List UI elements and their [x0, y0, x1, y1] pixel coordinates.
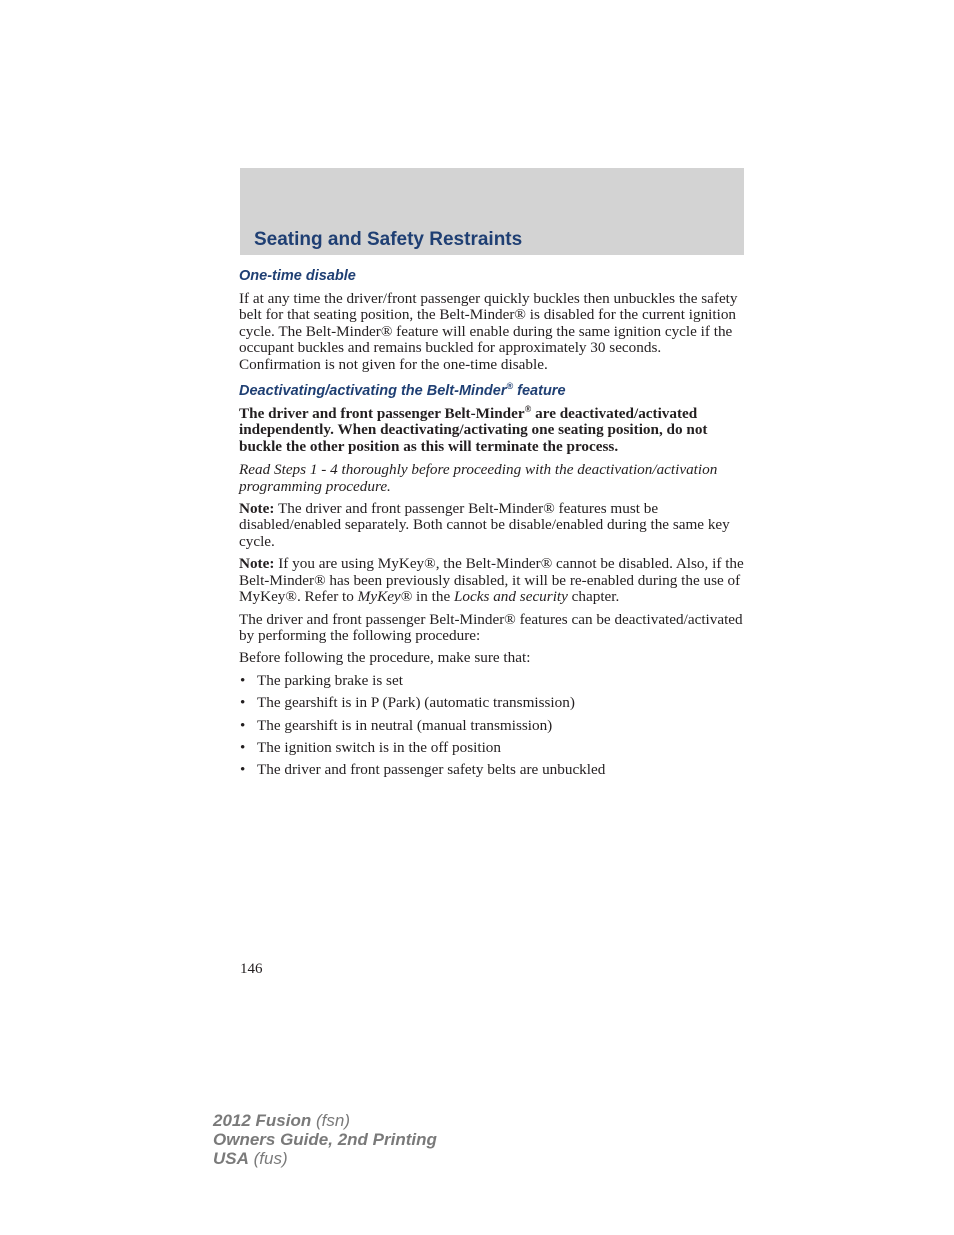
- note-text: chapter.: [567, 588, 620, 606]
- warning-text-end: are deactivated/activated independently. When deactivating/activating one seating position, do not buckle the other position as this will terminate the process.: [239, 405, 708, 455]
- subheading-deactivating: [239, 382, 746, 400]
- section-title: Seating and Safety Restraints: [254, 229, 523, 250]
- footer-line-3: [213, 1149, 437, 1168]
- section-header-band: [240, 168, 744, 255]
- checklist: [239, 673, 746, 779]
- one-time-disable-paragraph: If at any time the driver/front passenger quickly buckles then unbuckles the safety belt for that seating position, the Belt-Minder® is disabled for the current ignition cycle. The Belt-Minder® feature will enable during the same ignition cycle if the occupant buckles and remains buckled for approximately 30 seconds. Confirmation is not given for the one-time disable.: [239, 290, 738, 373]
- page-content: [239, 267, 746, 785]
- procedure-intro-paragraph: The driver and front passenger Belt-Minder® features can be deactivated/activated by performing the following procedure:: [239, 610, 743, 644]
- note-label: Note:: [239, 500, 275, 518]
- instruction-paragraph: Read Steps 1 - 4 thoroughly before proceeding with the deactivation/activation programming procedure.: [239, 461, 718, 495]
- list-item: • The parking brake is set: [239, 673, 746, 689]
- footer-market-code: (fus): [248, 1149, 288, 1168]
- footer-market: USA: [213, 1149, 249, 1168]
- registered-mark: ®: [524, 403, 532, 414]
- note-text: If you are using MyKey®, the Belt-Minder® cannot be disabled. Also, if the Belt-Minder® has been previously disabled, it will be re-enabled during the use of MyKey®. Refer to: [239, 555, 744, 606]
- list-item: • The driver and front passenger safety belts are unbuckled: [239, 762, 746, 778]
- before-procedure-paragraph: Before following the procedure, make sure that:: [239, 649, 531, 667]
- footer-model: 2012 Fusion: [213, 1111, 312, 1130]
- page-number: 146: [240, 961, 263, 977]
- footer-line-1: [213, 1111, 437, 1130]
- subheading-one-time-disable: One-time disable: [239, 268, 356, 284]
- list-item: • The ignition switch is in the off position: [239, 740, 746, 756]
- footer-line-2: Owners Guide, 2nd Printing: [213, 1130, 437, 1149]
- registered-mark: ®: [506, 381, 514, 392]
- warning-text-start: The driver and front passenger Belt-Minder: [239, 405, 525, 423]
- footer: [213, 1111, 437, 1168]
- list-item: • The gearshift is in P (Park) (automatic transmission): [239, 695, 746, 711]
- list-item: • The gearshift is in neutral (manual transmission): [239, 718, 746, 734]
- footer-model-code: (fsn): [311, 1111, 350, 1130]
- mykey-reference: MyKey®: [357, 588, 413, 606]
- note-label: Note:: [239, 555, 275, 573]
- note-paragraph-1: [239, 501, 746, 550]
- subheading-text: Deactivating/activating the Belt-Minder: [239, 383, 507, 400]
- subheading-text-end: feature: [513, 383, 566, 400]
- note-paragraph-2: [239, 556, 746, 605]
- note-text: in the: [412, 588, 454, 606]
- warning-paragraph: [239, 403, 746, 455]
- note-text: The driver and front passenger Belt-Minder® features must be disabled/enabled separately. Both cannot be disable/enabled during the same key cycle.: [239, 500, 730, 550]
- locks-security-reference: Locks and security: [453, 588, 568, 606]
